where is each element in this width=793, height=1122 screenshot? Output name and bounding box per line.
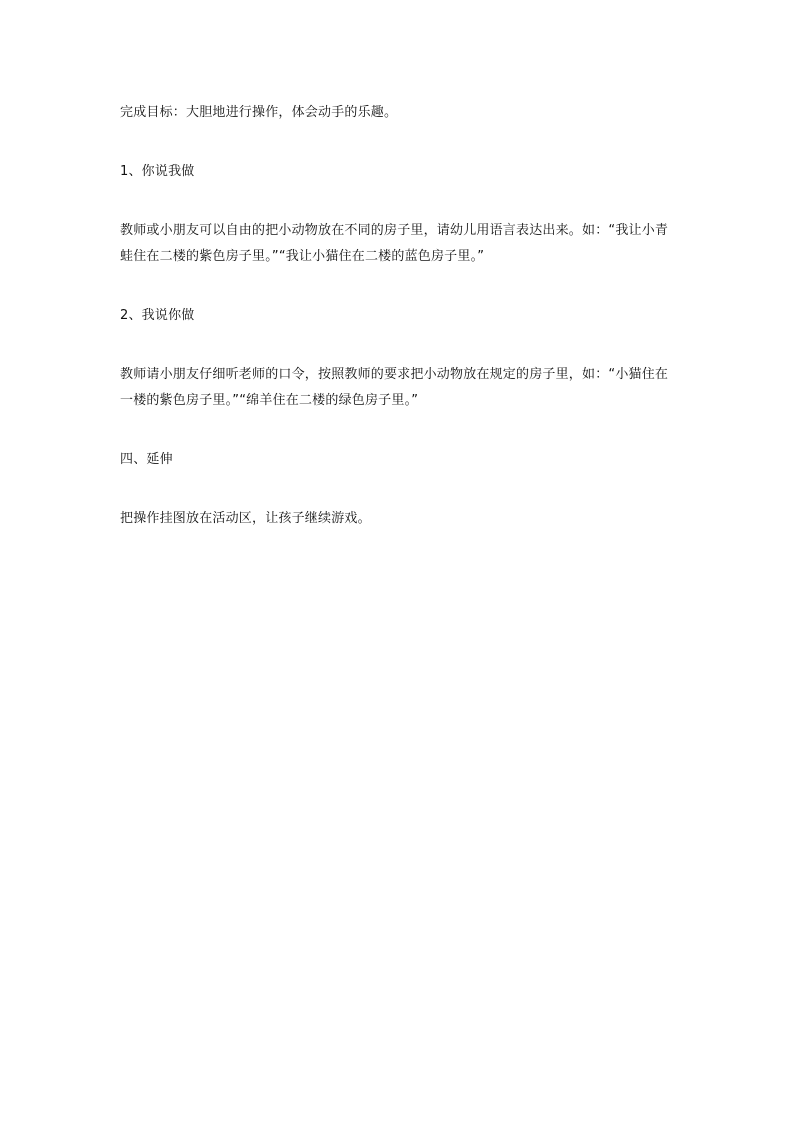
paragraph-spacer	[120, 126, 675, 159]
document-body	[120, 100, 675, 532]
paragraph-spacer	[120, 270, 675, 303]
paragraph-spacer	[120, 329, 675, 362]
section-heading-i-say-you-do: 2、我说你做	[120, 308, 195, 323]
paragraph-spacer	[120, 473, 675, 506]
you-say-i-do-paragraph: 教师或小朋友可以自由的把小动物放在不同的房子里，请幼儿用语言表达出来。如：“我让小青蛙住在二楼的紫色房子里。”“我让小猫住在二楼的蓝色房子里。”	[120, 223, 669, 264]
paragraph-spacer	[120, 185, 675, 218]
goal-paragraph: 完成目标：大胆地进行操作，体会动手的乐趣。	[120, 105, 398, 120]
paragraph-spacer	[120, 414, 675, 447]
extension-paragraph: 把操作挂图放在活动区，让孩子继续游戏。	[120, 511, 371, 526]
i-say-you-do-paragraph: 教师请小朋友仔细听老师的口令，按照教师的要求把小动物放在规定的房子里，如：“小猫住在一楼的紫色房子里。”“绵羊住在二楼的绿色房子里。”	[120, 367, 669, 408]
section-heading-extension: 四、延伸	[120, 452, 173, 467]
section-heading-you-say-i-do: 1、你说我做	[120, 164, 195, 179]
